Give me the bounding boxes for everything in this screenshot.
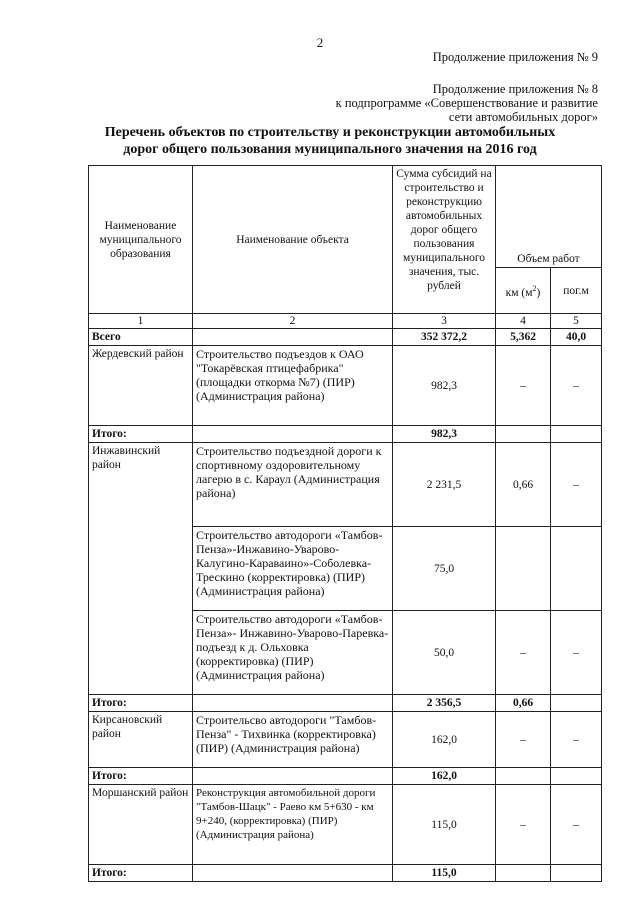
object-cell: Строительство подъездов к ОАО "Токарёвская птицефабрика" (площадки откорма №7) (ПИР) (Администрация района) xyxy=(193,346,393,426)
object-cell: Реконструкция автомобильной дороги "Тамбов-Шацк" - Раево км 5+630 - км 9+240, (корректировка) (ПИР) (Администрация района) xyxy=(193,785,393,865)
pogm-cell xyxy=(551,527,602,611)
group-total-row xyxy=(89,865,602,882)
object-cell: Строительсво автодороги "Тамбов-Пенза" - Тихвинка (корректировка) (ПИР) (Администрация района) xyxy=(193,712,393,768)
group-total-row xyxy=(89,768,602,785)
total-pogm xyxy=(551,865,602,882)
municipality-cell: Жердевский район xyxy=(89,346,193,426)
column-number: 3 xyxy=(393,314,496,329)
grand-total-label: Всего xyxy=(89,329,193,346)
km-cell: – xyxy=(496,346,551,426)
title-line2: дорог общего пользования муниципального значения на 2016 год xyxy=(123,142,537,157)
column-number: 2 xyxy=(193,314,393,329)
table-row xyxy=(89,712,602,768)
group-total-row xyxy=(89,695,602,712)
total-label: Итого: xyxy=(89,865,193,882)
object-cell: Строительство автодороги «Тамбов-Пенза»-Инжавино-Уварово- Калугино-Караваино»-Соболевка- Трескино (корректировка) (ПИР) (Администрация района) xyxy=(193,527,393,611)
total-object xyxy=(193,865,393,882)
column-number: 4 xyxy=(496,314,551,329)
total-object xyxy=(193,768,393,785)
total-pogm xyxy=(551,695,602,712)
header-pogm: пог.м xyxy=(551,268,602,314)
continuation-appendix-9: Продолжение приложения № 9 xyxy=(432,50,598,64)
page-number: 2 xyxy=(316,35,324,50)
header-km: км $(м^2)$ xyxy=(496,268,551,314)
total-km xyxy=(496,426,551,443)
table-row xyxy=(89,443,602,527)
header-object: Наименование объекта xyxy=(193,166,393,314)
sum-cell: 75,0 xyxy=(393,527,496,611)
km-cell: – xyxy=(496,611,551,695)
sum-cell: 115,0 xyxy=(393,785,496,865)
header-volume: Объем работ xyxy=(496,166,602,268)
municipality-cell: Моршанский район xyxy=(89,785,193,865)
sum-cell: 982,3 xyxy=(393,346,496,426)
km-cell: – xyxy=(496,785,551,865)
km-cell: – xyxy=(496,712,551,768)
appendix-8-line2: к подпрограмме «Совершенствование и развитие xyxy=(335,96,598,110)
column-number: 1 xyxy=(89,314,193,329)
km-cell xyxy=(496,527,551,611)
municipality-cell: Инжавинский район xyxy=(89,443,193,695)
column-number: 5 xyxy=(551,314,602,329)
total-pogm xyxy=(551,768,602,785)
appendix-8-note xyxy=(336,82,598,124)
municipality-cell: Кирсановский район xyxy=(89,712,193,768)
sum-cell: 2 231,5 xyxy=(393,443,496,527)
total-label: Итого: xyxy=(89,695,193,712)
total-sum: 2 356,5 xyxy=(393,695,496,712)
km-cell: 0,66 xyxy=(496,443,551,527)
total-km xyxy=(496,865,551,882)
table-row xyxy=(89,346,602,426)
objects-table xyxy=(88,165,602,882)
document-title xyxy=(60,124,600,158)
total-label: Итого: xyxy=(89,768,193,785)
object-cell: Строительство подъездной дороги к спортивному оздоровительному лагерю в с. Караул (Администрация района) xyxy=(193,443,393,527)
grand-total-sum: 352 372,2 xyxy=(393,329,496,346)
pogm-cell: – xyxy=(551,611,602,695)
table-row xyxy=(89,785,602,865)
total-sum: 115,0 xyxy=(393,865,496,882)
grand-total-object xyxy=(193,329,393,346)
total-object xyxy=(193,426,393,443)
sum-cell: 50,0 xyxy=(393,611,496,695)
header-subsidy: Сумма субсидий на строительство и реконструкцию автомобильных дорог общего пользования муниципального значения, тыс. рублей xyxy=(393,166,496,314)
total-km xyxy=(496,768,551,785)
table-body xyxy=(89,314,602,882)
total-sum: 162,0 xyxy=(393,768,496,785)
total-object xyxy=(193,695,393,712)
group-total-row xyxy=(89,426,602,443)
pogm-cell: – xyxy=(551,443,602,527)
object-cell: Строительство автодороги «Тамбов-Пенза»- Инжавино-Уварово-Паревка- подъезд к д. Ольховка (корректировка) (ПИР) (Администрация района) xyxy=(193,611,393,695)
title-line1: Перечень объектов по строительству и реконструкции автомобильных xyxy=(104,125,556,140)
appendix-8-line1: Продолжение приложения № 8 xyxy=(432,82,598,96)
grand-total-km: 5,362 xyxy=(496,329,551,346)
grand-total-pogm: 40,0 xyxy=(551,329,602,346)
total-km: 0,66 xyxy=(496,695,551,712)
grand-total-row xyxy=(89,329,602,346)
total-sum: 982,3 xyxy=(393,426,496,443)
column-numbers-row xyxy=(89,314,602,329)
header-municipality: Наименование муниципального образования xyxy=(89,166,193,314)
total-label: Итого: xyxy=(89,426,193,443)
total-pogm xyxy=(551,426,602,443)
pogm-cell: – xyxy=(551,712,602,768)
pogm-cell: – xyxy=(551,346,602,426)
sum-cell: 162,0 xyxy=(393,712,496,768)
appendix-8-line3: сети автомобильных дорог» xyxy=(448,110,598,124)
pogm-cell: – xyxy=(551,785,602,865)
